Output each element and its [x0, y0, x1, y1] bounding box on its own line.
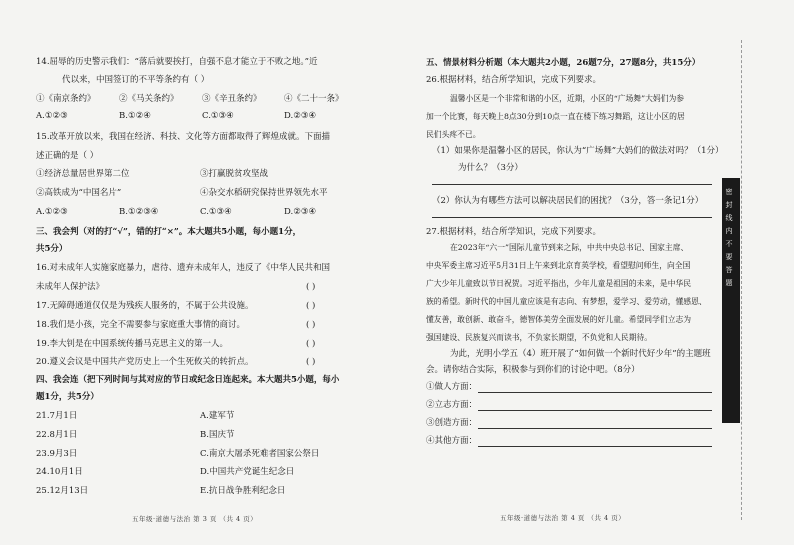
q14-line2: 代以来，中国签订的不平等条约有（ ） [62, 75, 210, 85]
match-left-21[interactable]: 21.7月1日 [36, 411, 78, 421]
q14-opt3: ③《辛丑条约》 [202, 94, 262, 104]
footer-left-page-number: 五年级·道德与法治 第 3 页 （共 4 页） [132, 515, 258, 523]
q27-item-chuang-answer-line[interactable] [478, 428, 712, 429]
binding-dashed-line [741, 40, 742, 520]
q15-choice-a: A.①②③ [36, 207, 68, 217]
q18-text: 18.我们是小孩，完全不需要参与家庭重大事情的商讨。 [36, 320, 246, 330]
q20-answer-paren[interactable]: ( ) [306, 357, 316, 367]
q17-answer-paren[interactable]: ( ) [306, 301, 316, 311]
q18-answer-paren[interactable]: ( ) [306, 320, 316, 330]
q14-line1: 14.屈辱的历史警示我们：“落后就要挨打，自强不息才能立于不败之地。”近 [36, 57, 318, 67]
q15-opt3: ③打赢脱贫攻坚战 [200, 169, 269, 179]
q27-material-line6: 强国建设、民族复兴而读书，不负家长期望，不负党和人民期待。 [426, 333, 653, 342]
q26-material-line2: 加一个比赛，每天晚上8点30分到10点一直在楼下练习舞蹈，这让小区的居 [426, 112, 685, 121]
q17-text: 17.无障碍通道仅仅是为残疾人服务的，不属于公共设施。 [36, 301, 254, 311]
q27-material-line3: 广大少年儿童致以节日祝贺。习近平指出，少年儿童是祖国的未来，是中华民 [426, 279, 692, 288]
q26-part2-answer-line[interactable] [432, 217, 712, 218]
binding-strip-text: 密封线内不要答题 [725, 188, 737, 287]
q27-material-line2: 中央军委主席习近平5月31日上午来到北京育英学校，看望慰问师生，向全国 [426, 261, 691, 270]
q26-material-line3: 民们头疼不已。 [426, 130, 481, 139]
q19-answer-paren[interactable]: ( ) [306, 339, 316, 349]
q26-material-line1: 温馨小区是一个非常和谐的小区，近期，小区的“广场舞”大妈们为参 [450, 94, 685, 103]
section4-title-line1: 四、我会连（把下列时间与其对应的节日或纪念日连起来。本大题共5小题，每小 [36, 375, 340, 385]
q14-opt1: ①《南京条约》 [36, 94, 96, 104]
q27-item-ren: ①做人方面： [426, 382, 478, 392]
q15-opt2: ②高铁成为“中国名片” [36, 188, 122, 198]
q27-item-other-answer-line[interactable] [478, 446, 712, 447]
q19-text: 19.李大钊是在中国系统传播马克思主义的第一人。 [36, 339, 229, 349]
q15-opt1: ①经济总量居世界第二位 [36, 169, 130, 179]
match-right-a[interactable]: A.建军节 [200, 411, 235, 421]
q16-line1: 16.对未成年人实施家庭暴力，虐待、遗弃未成年人，违反了《中华人民共和国 [36, 263, 331, 273]
section4-title-line2: 题1分，共5分） [36, 392, 99, 402]
q14-choice-d: D.②③④ [284, 111, 317, 121]
q26-part2-text: （2）你认为有哪些方法可以解决居民们的困扰？（3分，答一条记1分） [432, 196, 704, 206]
q27-material-line4: 族的希望。新时代的中国儿童应该是有志向、有梦想，爱学习、爱劳动，懂感恩、 [426, 297, 707, 306]
match-left-25[interactable]: 25.12月13日 [36, 486, 89, 496]
q14-opt4: ④《二十一条》 [284, 94, 344, 104]
q15-choice-c: C.①③④ [200, 207, 232, 217]
q27-task-line2: 会。请你结合实际，积极参与到你们的讨论中吧。（8分） [426, 365, 640, 375]
section5-title: 五、情景材料分析题（本大题共2小题，26题7分，27题8分，共15分） [426, 58, 701, 68]
q27-material-line1: 在2023年“六一”国际儿童节到来之际，中共中央总书记、国家主席、 [450, 243, 689, 252]
q16-line2: 未成年人保护法》 [36, 282, 105, 292]
q27-prompt: 27.根据材料，结合所学知识，完成下列要求。 [426, 227, 602, 237]
match-right-b[interactable]: B.国庆节 [200, 430, 235, 440]
q14-choice-a: A.①②③ [36, 111, 68, 121]
q27-item-other: ④其他方面： [426, 436, 478, 446]
match-right-c[interactable]: C.南京大屠杀死难者国家公祭日 [200, 449, 320, 459]
q27-item-chuang: ③创造方面： [426, 418, 478, 428]
q15-opt4: ④杂交水稻研究保持世界领先水平 [200, 188, 328, 198]
q27-material-line5: 懂友善，敢创新、敢奋斗，德智体美劳全面发展的好儿童。希望同学们立志为 [426, 315, 692, 324]
q26-prompt: 26.根据材料，结合所学知识，完成下列要求。 [426, 75, 602, 85]
q27-item-zhi: ②立志方面： [426, 400, 478, 410]
section3-title-line2: 共5分） [36, 244, 68, 254]
q26-part1-line2: 为什么？（3分） [458, 163, 523, 173]
section3-title-line1: 三、我会判（对的打“√”，错的打“×”。本大题共5小题，每小题1分， [36, 227, 302, 237]
match-left-22[interactable]: 22.8月1日 [36, 430, 78, 440]
q15-choice-b: B.①②③④ [119, 207, 159, 217]
q14-opt2: ②《马关条约》 [119, 94, 179, 104]
q27-item-zhi-answer-line[interactable] [478, 410, 712, 411]
q26-part1-line1: （1）如果你是温馨小区的居民，你认为“广场舞”大妈们的做法对吗？（1分） [432, 146, 724, 156]
q27-task-line1: 为此，光明小学五（4）班开展了“如何做一个新时代好少年”的主题班 [450, 349, 711, 359]
q15-choice-d: D.②③④ [284, 207, 317, 217]
match-left-24[interactable]: 24.10月1日 [36, 467, 83, 477]
q15-line1: 15.改革开放以来，我国在经济、科技、文化等方面都取得了辉煌成就。下面描 [36, 132, 331, 142]
q20-text: 20.遵义会议是中国共产党历史上一个生死攸关的转折点。 [36, 357, 254, 367]
match-right-e[interactable]: E.抗日战争胜利纪念日 [200, 486, 286, 496]
match-right-d[interactable]: D.中国共产党诞生纪念日 [200, 467, 295, 477]
footer-right-page-number: 五年级·道德与法治 第 4 页 （共 4 页） [500, 514, 626, 522]
q26-part1-answer-line[interactable] [432, 184, 712, 185]
q27-item-ren-answer-line[interactable] [478, 392, 712, 393]
q14-choice-b: B.①②④ [119, 111, 151, 121]
q14-choice-c: C.①③④ [202, 111, 234, 121]
q15-line2: 述正确的是（ ） [36, 151, 99, 161]
q16-answer-paren[interactable]: ( ) [306, 282, 316, 292]
match-left-23[interactable]: 23.9月3日 [36, 449, 78, 459]
